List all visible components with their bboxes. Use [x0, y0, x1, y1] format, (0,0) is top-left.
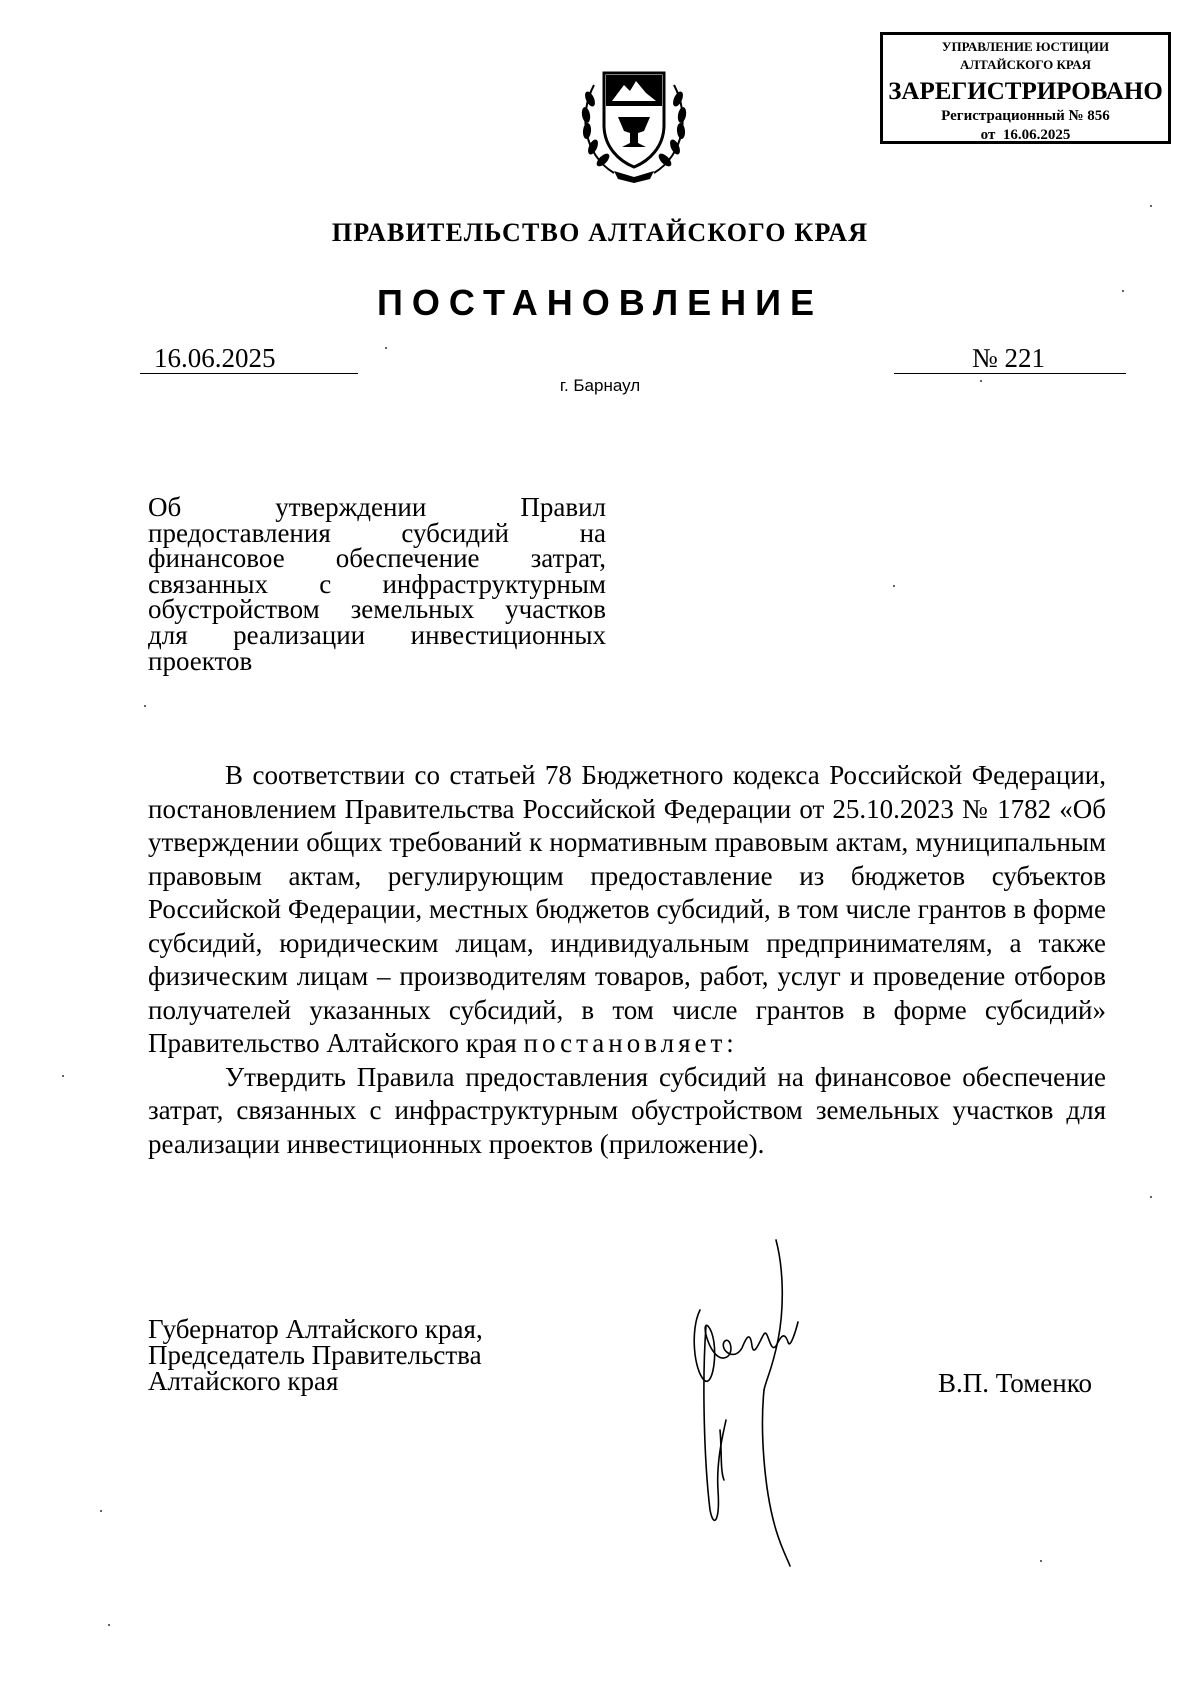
scan-speck [108, 1624, 110, 1626]
scan-speck [1150, 1196, 1152, 1198]
subject-line: проектов [148, 645, 253, 676]
coat-of-arms-icon [574, 55, 694, 183]
subject-line: обустройством земельных участков [148, 594, 606, 625]
body-paragraph-2: Утвердить Правила предоставления субсидий на финансовое обеспечение затрат, связанных с инфраструктурным обустройством земельных участков для реализации инвестиционных проектов (приложение). [148, 1061, 1106, 1159]
stamp-org-line-2: АЛТАЙСКОГО КРАЯ [960, 57, 1091, 72]
document-city: г. Барнаул [559, 376, 641, 395]
position-line-2: Председатель Правительства [148, 1340, 482, 1370]
scan-speck [100, 1510, 102, 1512]
government-title: ПРАВИТЕЛЬСТВО АЛТАЙСКОГО КРАЯ [331, 218, 869, 247]
document-number: № 221 [894, 343, 1126, 374]
position-line-1: Губернатор Алтайского края, [148, 1314, 483, 1344]
scan-speck [980, 380, 982, 382]
body-paragraph-1 [148, 759, 1106, 1061]
stamp-registration-number: Регистрационный № 856 [941, 108, 1110, 124]
scan-speck [1040, 1560, 1042, 1562]
stamp-status: ЗАРЕГИСТРИРОВАНО [888, 78, 1163, 105]
scan-speck [144, 705, 146, 707]
document-subject [148, 492, 606, 676]
subject-line: для реализации инвестиционных [148, 619, 606, 650]
document-type-title: ПОСТАНОВЛЕНИЕ [377, 282, 823, 323]
subject-line: связанных с инфраструктурным [148, 568, 606, 599]
decree-word: постановляет: [523, 1028, 738, 1058]
stamp-org-line-1: УПРАВЛЕНИЕ ЮСТИЦИИ [941, 39, 1110, 54]
document-body [148, 759, 1106, 1161]
paragraph-1-text: В соответствии со статьей 78 Бюджетного кодекса Российской Федерации, постановлением Правительства Российской Федерации от 25.10.2023 № 1782 «Об утверждении общих требований к нормативным правовым актам, муниципальным правовым актам, регулирующим предоставление из бюджетов субъектов Российской Федерации, местных бюджетов субсидий, в том числе грантов в форме субсидий, юридическим лицам, индивидуальным предпринимателям, а также физическим лицам – производителям товаров, работ, услуг и проведение отборов получателей указанных субсидий, в том числе грантов в форме субсидий» Правительство Алтайского края [148, 760, 1106, 1058]
subject-line: предоставления субсидий на [148, 517, 606, 548]
subject-line: Об утверждении Правил [148, 492, 606, 522]
handwritten-signature-icon [680, 1230, 820, 1570]
scan-speck [385, 347, 387, 349]
stamp-date: от 16.06.2025 [980, 127, 1071, 143]
signatory-name: В.П. Томенко [938, 1368, 1092, 1398]
scan-speck [1150, 205, 1152, 207]
document-date: 16.06.2025 [140, 343, 358, 374]
registration-stamp [880, 32, 1171, 144]
scan-speck [62, 1075, 64, 1077]
scan-speck [893, 585, 895, 587]
subject-line: финансовое обеспечение затрат, [148, 543, 606, 574]
scan-speck [1122, 290, 1124, 292]
position-line-3: Алтайского края [148, 1366, 339, 1396]
signatory-position [148, 1316, 483, 1394]
